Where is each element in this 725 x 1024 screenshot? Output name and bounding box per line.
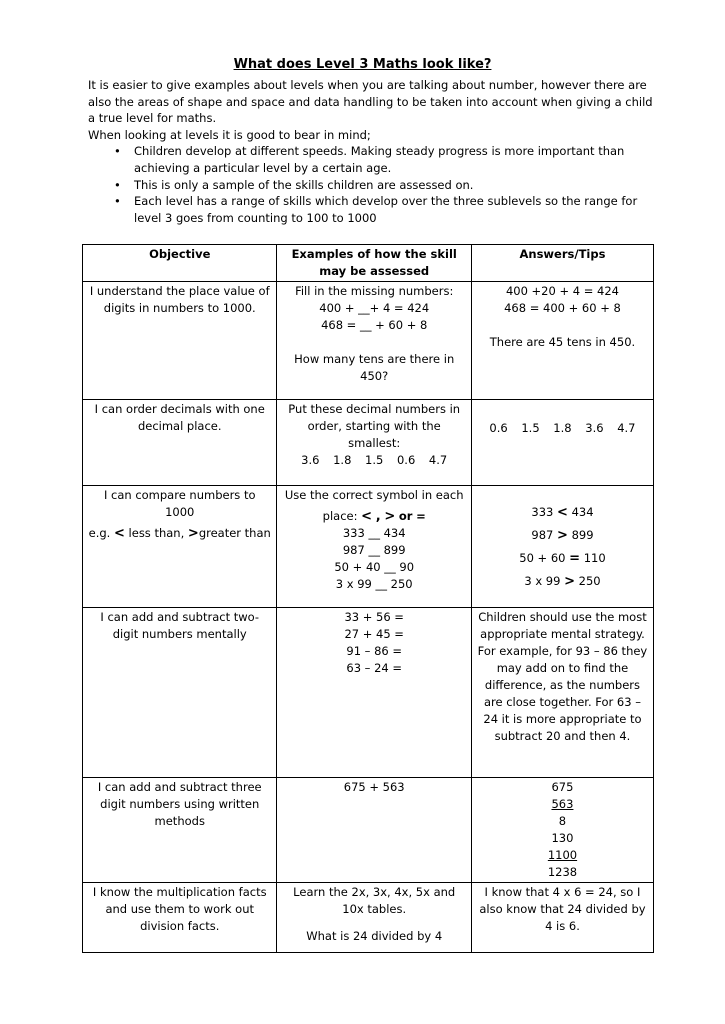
less-than-text: less than, <box>128 526 185 540</box>
comma: , <box>375 509 381 524</box>
objective-text: I know the multiplication facts and use them to work out division facts. <box>92 885 267 933</box>
example-line: 3 x 99 __ 250 <box>335 577 413 591</box>
example-text: Use the correct symbol in each <box>284 488 464 502</box>
example-line: 63 – 24 = <box>346 661 403 675</box>
header-answers: Answers/Tips <box>471 245 653 282</box>
example-numbers: 3.6 1.8 1.5 0.6 4.7 <box>301 453 448 467</box>
answer-line: There are 45 tens in 450. <box>489 335 636 349</box>
example-text: Put these decimal numbers in order, starting with the smallest: <box>288 402 461 450</box>
intro-bullet-list <box>88 143 658 226</box>
answer-line: 130 <box>551 831 574 845</box>
answer-line: 1238 <box>547 865 578 879</box>
symbol-options <box>282 508 465 525</box>
example-line: 333 __ 434 <box>342 526 406 540</box>
table-row <box>83 883 654 953</box>
table-header-row <box>83 245 654 282</box>
answer-list <box>477 487 648 593</box>
intro-section <box>88 77 658 226</box>
example-cell <box>277 608 471 778</box>
example-line: 27 + 45 = <box>344 627 404 641</box>
objective-cell <box>83 486 277 608</box>
table-row <box>83 486 654 608</box>
objective-text: I can add and subtract three digit numbers using written methods <box>97 780 262 828</box>
table-row <box>83 608 654 778</box>
less-than-symbol: < <box>361 509 373 524</box>
answer-line: 333 < 434 <box>531 505 594 520</box>
greater-than-text: greater than <box>198 526 271 540</box>
answer-line: 468 = 400 + 60 + 8 <box>504 301 621 315</box>
example-line: Fill in the missing numbers: <box>295 284 454 298</box>
table-row <box>83 400 654 486</box>
answer-cell <box>471 282 653 400</box>
table-row <box>83 778 654 883</box>
example-line: 987 __ 899 <box>342 543 406 557</box>
answer-line: 8 <box>558 814 567 828</box>
example-line: 91 – 86 = <box>346 644 403 658</box>
eg-text: e.g. <box>88 526 111 540</box>
example-cell <box>277 400 471 486</box>
greater-than-symbol: > <box>384 509 396 524</box>
or-text: or <box>398 509 413 523</box>
table-row <box>83 282 654 400</box>
example-line: 400 + __+ 4 = 424 <box>319 301 430 315</box>
less-than-symbol: < <box>113 526 125 541</box>
example-cell <box>277 778 471 883</box>
answer-text: I know that 4 x 6 = 24, so I also know that 24 divided by 4 is 6. <box>479 885 646 933</box>
example-cell <box>277 486 471 608</box>
example-cell <box>277 883 471 953</box>
example-text: Learn the 2x, 3x, 4x, 5x and 10x tables. <box>293 885 456 916</box>
place-text: place: <box>322 509 358 523</box>
answer-cell <box>471 486 653 608</box>
answer-text: Children should use the most appropriate mental strategy. For example, for 93 – 86 they may add on to find the difference, as the numbers are close together. For 63 – 24 it is more appropriate to subtract 20 and then 4. <box>477 610 648 743</box>
objective-example <box>88 525 271 542</box>
greater-than-symbol: > <box>187 526 199 541</box>
example-cell <box>277 282 471 400</box>
list-item: • Each level has a range of skills which develop over the three sublevels so the range for level 3 goes from counting to 100 to 1000 <box>134 193 658 226</box>
objective-cell <box>83 400 277 486</box>
page-title: What does Level 3 Maths look like? <box>233 57 492 72</box>
example-line: 50 + 40 __ 90 <box>334 560 415 574</box>
answer-cell <box>471 778 653 883</box>
answer-cell <box>471 400 653 486</box>
example-line: 468 = __ + 60 + 8 <box>321 318 428 332</box>
list-item: • This is only a sample of the skills children are assessed on. <box>134 177 658 194</box>
intro-paragraph: It is easier to give examples about levels when you are talking about number, however there are also the areas of shape and space and data handling to be taken into account when giving a child a true level for maths. <box>88 78 653 126</box>
answer-line: 987 > 899 <box>531 528 594 543</box>
objective-text: I can add and subtract two-digit numbers mentally <box>100 610 260 641</box>
objective-text: I understand the place value of digits in numbers to 1000. <box>89 284 270 315</box>
header-examples: Examples of how the skill may be assessed <box>277 245 471 282</box>
objective-text: I can compare numbers to 1000 <box>103 488 256 519</box>
example-question: What is 24 divided by 4 <box>306 929 443 943</box>
header-objective: Objective <box>83 245 277 282</box>
intro-paragraph: When looking at levels it is good to bear in mind; <box>88 127 371 142</box>
objective-cell <box>83 778 277 883</box>
answer-line: 50 + 60 = 110 <box>519 551 606 566</box>
answer-numbers: 0.6 1.5 1.8 3.6 4.7 <box>489 421 636 435</box>
objective-cell <box>83 883 277 953</box>
objective-cell <box>83 282 277 400</box>
answer-line: 3 x 99 > 250 <box>524 574 601 589</box>
equals-symbol: = <box>416 509 426 523</box>
objectives-table <box>82 244 654 953</box>
answer-cell <box>471 608 653 778</box>
list-item: • Children develop at different speeds. Making steady progress is more important than achieving a particular level by a certain age. <box>134 143 658 176</box>
example-question: How many tens are there in 450? <box>294 352 455 383</box>
answer-cell <box>471 883 653 953</box>
example-text: 675 + 563 <box>343 780 405 794</box>
answer-line: 400 +20 + 4 = 424 <box>505 284 619 298</box>
objective-text: I can order decimals with one decimal place. <box>94 402 265 433</box>
answer-line: 1100 <box>547 848 578 862</box>
example-line: 33 + 56 = <box>344 610 404 624</box>
answer-line: 563 <box>551 797 574 811</box>
answer-line: 675 <box>551 780 574 794</box>
objective-cell <box>83 608 277 778</box>
